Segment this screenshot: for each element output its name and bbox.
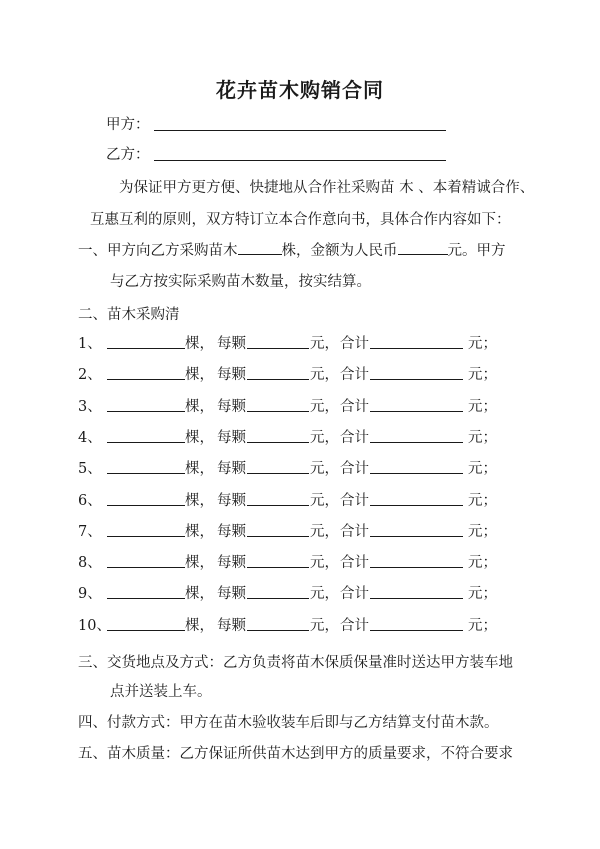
clause-4: 四、付款方式：甲方在苗木验收装车后即与乙方结算支付苗木款。	[78, 715, 499, 731]
list-item-number: 5、	[78, 461, 102, 477]
list-item-total-label: 合计	[340, 399, 369, 415]
list-item-end-label: 元；	[468, 493, 497, 509]
list-item-price-blank	[247, 348, 309, 349]
list-item-unit-label: 棵，	[185, 399, 214, 415]
list-item-yuan-label: 元，	[310, 367, 339, 383]
list-item-total-label: 合计	[340, 367, 369, 383]
list-item-price-blank	[247, 379, 309, 380]
list-item-total-label: 合计	[340, 586, 369, 602]
list-item	[78, 363, 498, 383]
list-item	[78, 614, 498, 634]
list-item-end-label: 元；	[468, 336, 497, 352]
list-item-quantity-blank	[107, 598, 185, 599]
list-item-end-label: 元；	[468, 618, 497, 634]
clause-3-line-2: 点并送装上车。	[110, 684, 212, 700]
list-item-unit-label: 棵，	[185, 493, 214, 509]
list-item	[78, 457, 498, 477]
clause-1-yuan-label: 元。甲方	[447, 243, 506, 259]
list-item	[78, 489, 498, 509]
list-item	[78, 426, 498, 446]
list-item-total-label: 合计	[340, 618, 369, 634]
list-item-total-blank	[370, 536, 463, 537]
party-a-row	[106, 113, 150, 134]
list-item-per-label: 每颗	[217, 461, 246, 477]
list-item-total-blank	[370, 505, 463, 506]
list-item-price-blank	[247, 473, 309, 474]
list-item-unit-label: 棵，	[185, 367, 214, 383]
list-item-per-label: 每颗	[217, 430, 246, 446]
clause-1-line-2: 与乙方按实际采购苗木数量，按实结算。	[110, 274, 371, 290]
list-item-end-label: 元；	[468, 555, 497, 571]
list-item-end-label: 元；	[468, 586, 497, 602]
list-item-per-label: 每颗	[217, 367, 246, 383]
intro-line-2: 互惠互利的原则，双方特订立本合作意向书，具体合作内容如下：	[90, 212, 511, 228]
list-item-quantity-blank	[107, 536, 185, 537]
document-title: 花卉苗木购销合同	[216, 78, 384, 102]
list-item-number: 4、	[78, 430, 102, 446]
clause-1-count-label: 株，金额为人民币	[281, 243, 398, 259]
list-item-unit-label: 棵，	[185, 461, 214, 477]
list-item-price-blank	[247, 442, 309, 443]
list-item-price-blank	[247, 505, 309, 506]
clause-3-line-1: 三、交货地点及方式：乙方负责将苗木保质保量准时送达甲方装车地	[78, 655, 513, 671]
list-item-number: 1、	[78, 336, 102, 352]
list-item-number: 6、	[78, 493, 102, 509]
list-item-total-blank	[370, 473, 463, 474]
list-item-per-label: 每颗	[217, 336, 246, 352]
list-item-total-blank	[370, 348, 463, 349]
list-item	[78, 582, 498, 602]
list-item-number: 9、	[78, 586, 102, 602]
list-item-unit-label: 棵，	[185, 618, 214, 634]
clause-1-amount-blank	[398, 239, 448, 255]
list-item-number: 8、	[78, 555, 102, 571]
party-b-row	[106, 143, 150, 164]
list-item-quantity-blank	[107, 411, 185, 412]
list-item-quantity-blank	[107, 473, 185, 474]
list-item-yuan-label: 元，	[310, 430, 339, 446]
list-item-end-label: 元；	[468, 461, 497, 477]
list-item-total-blank	[370, 379, 463, 380]
list-item-quantity-blank	[107, 505, 185, 506]
list-item-total-blank	[370, 567, 463, 568]
list-item-total-label: 合计	[340, 430, 369, 446]
clause-1-quantity-blank	[238, 239, 282, 255]
list-item-yuan-label: 元，	[310, 336, 339, 352]
list-item-quantity-blank	[107, 379, 185, 380]
list-item-yuan-label: 元，	[310, 555, 339, 571]
list-item-yuan-label: 元，	[310, 586, 339, 602]
list-item-total-label: 合计	[340, 461, 369, 477]
list-item	[78, 332, 498, 352]
list-item-unit-label: 棵，	[185, 524, 214, 540]
party-a-label: 甲方：	[106, 117, 150, 133]
list-item-quantity-blank	[107, 567, 185, 568]
list-item-end-label: 元；	[468, 430, 497, 446]
list-item-yuan-label: 元，	[310, 493, 339, 509]
list-item	[78, 520, 498, 540]
party-b-blank	[154, 160, 446, 161]
list-item-total-label: 合计	[340, 555, 369, 571]
list-item-number: 10、	[78, 618, 111, 634]
list-item-total-blank	[370, 442, 463, 443]
clause-1-line-1	[78, 239, 506, 260]
list-item-unit-label: 棵，	[185, 586, 214, 602]
list-item-total-blank	[370, 411, 463, 412]
list-item-per-label: 每颗	[217, 399, 246, 415]
clause-5: 五、苗木质量：乙方保证所供苗木达到甲方的质量要求，不符合要求	[78, 746, 513, 762]
list-item-per-label: 每颗	[217, 586, 246, 602]
list-item-price-blank	[247, 411, 309, 412]
list-item-total-blank	[370, 630, 463, 631]
list-item-quantity-blank	[107, 348, 185, 349]
list-item-per-label: 每颗	[217, 493, 246, 509]
list-item-yuan-label: 元，	[310, 524, 339, 540]
list-item-unit-label: 棵，	[185, 336, 214, 352]
list-item-price-blank	[247, 598, 309, 599]
list-item-quantity-blank	[107, 630, 185, 631]
list-item-unit-label: 棵，	[185, 555, 214, 571]
list-item-yuan-label: 元，	[310, 618, 339, 634]
list-item-price-blank	[247, 536, 309, 537]
party-a-blank	[154, 130, 446, 131]
list-item-price-blank	[247, 567, 309, 568]
list-item	[78, 551, 498, 571]
list-item-per-label: 每颗	[217, 618, 246, 634]
list-item-unit-label: 棵，	[185, 430, 214, 446]
list-item-total-blank	[370, 598, 463, 599]
list-item-quantity-blank	[107, 442, 185, 443]
list-item-end-label: 元；	[468, 399, 497, 415]
list-item-yuan-label: 元，	[310, 399, 339, 415]
list-item-per-label: 每颗	[217, 524, 246, 540]
list-item-yuan-label: 元，	[310, 461, 339, 477]
list-item-price-blank	[247, 630, 309, 631]
list-item-end-label: 元；	[468, 367, 497, 383]
list-item-number: 2、	[78, 367, 102, 383]
party-b-label: 乙方：	[106, 147, 150, 163]
list-item-per-label: 每颗	[217, 555, 246, 571]
list-item-total-label: 合计	[340, 524, 369, 540]
list-item-total-label: 合计	[340, 493, 369, 509]
list-item-number: 7、	[78, 524, 102, 540]
list-item-end-label: 元；	[468, 524, 497, 540]
intro-line-1: 为保证甲方更方便、快捷地从合作社采购苗 木 、本着精诚合作、	[119, 180, 535, 196]
clause-2-heading: 二、苗木采购清	[78, 307, 180, 323]
list-item-total-label: 合计	[340, 336, 369, 352]
list-item-number: 3、	[78, 399, 102, 415]
list-item	[78, 395, 498, 415]
clause-1-prefix: 一、甲方向乙方采购苗木	[78, 243, 238, 259]
